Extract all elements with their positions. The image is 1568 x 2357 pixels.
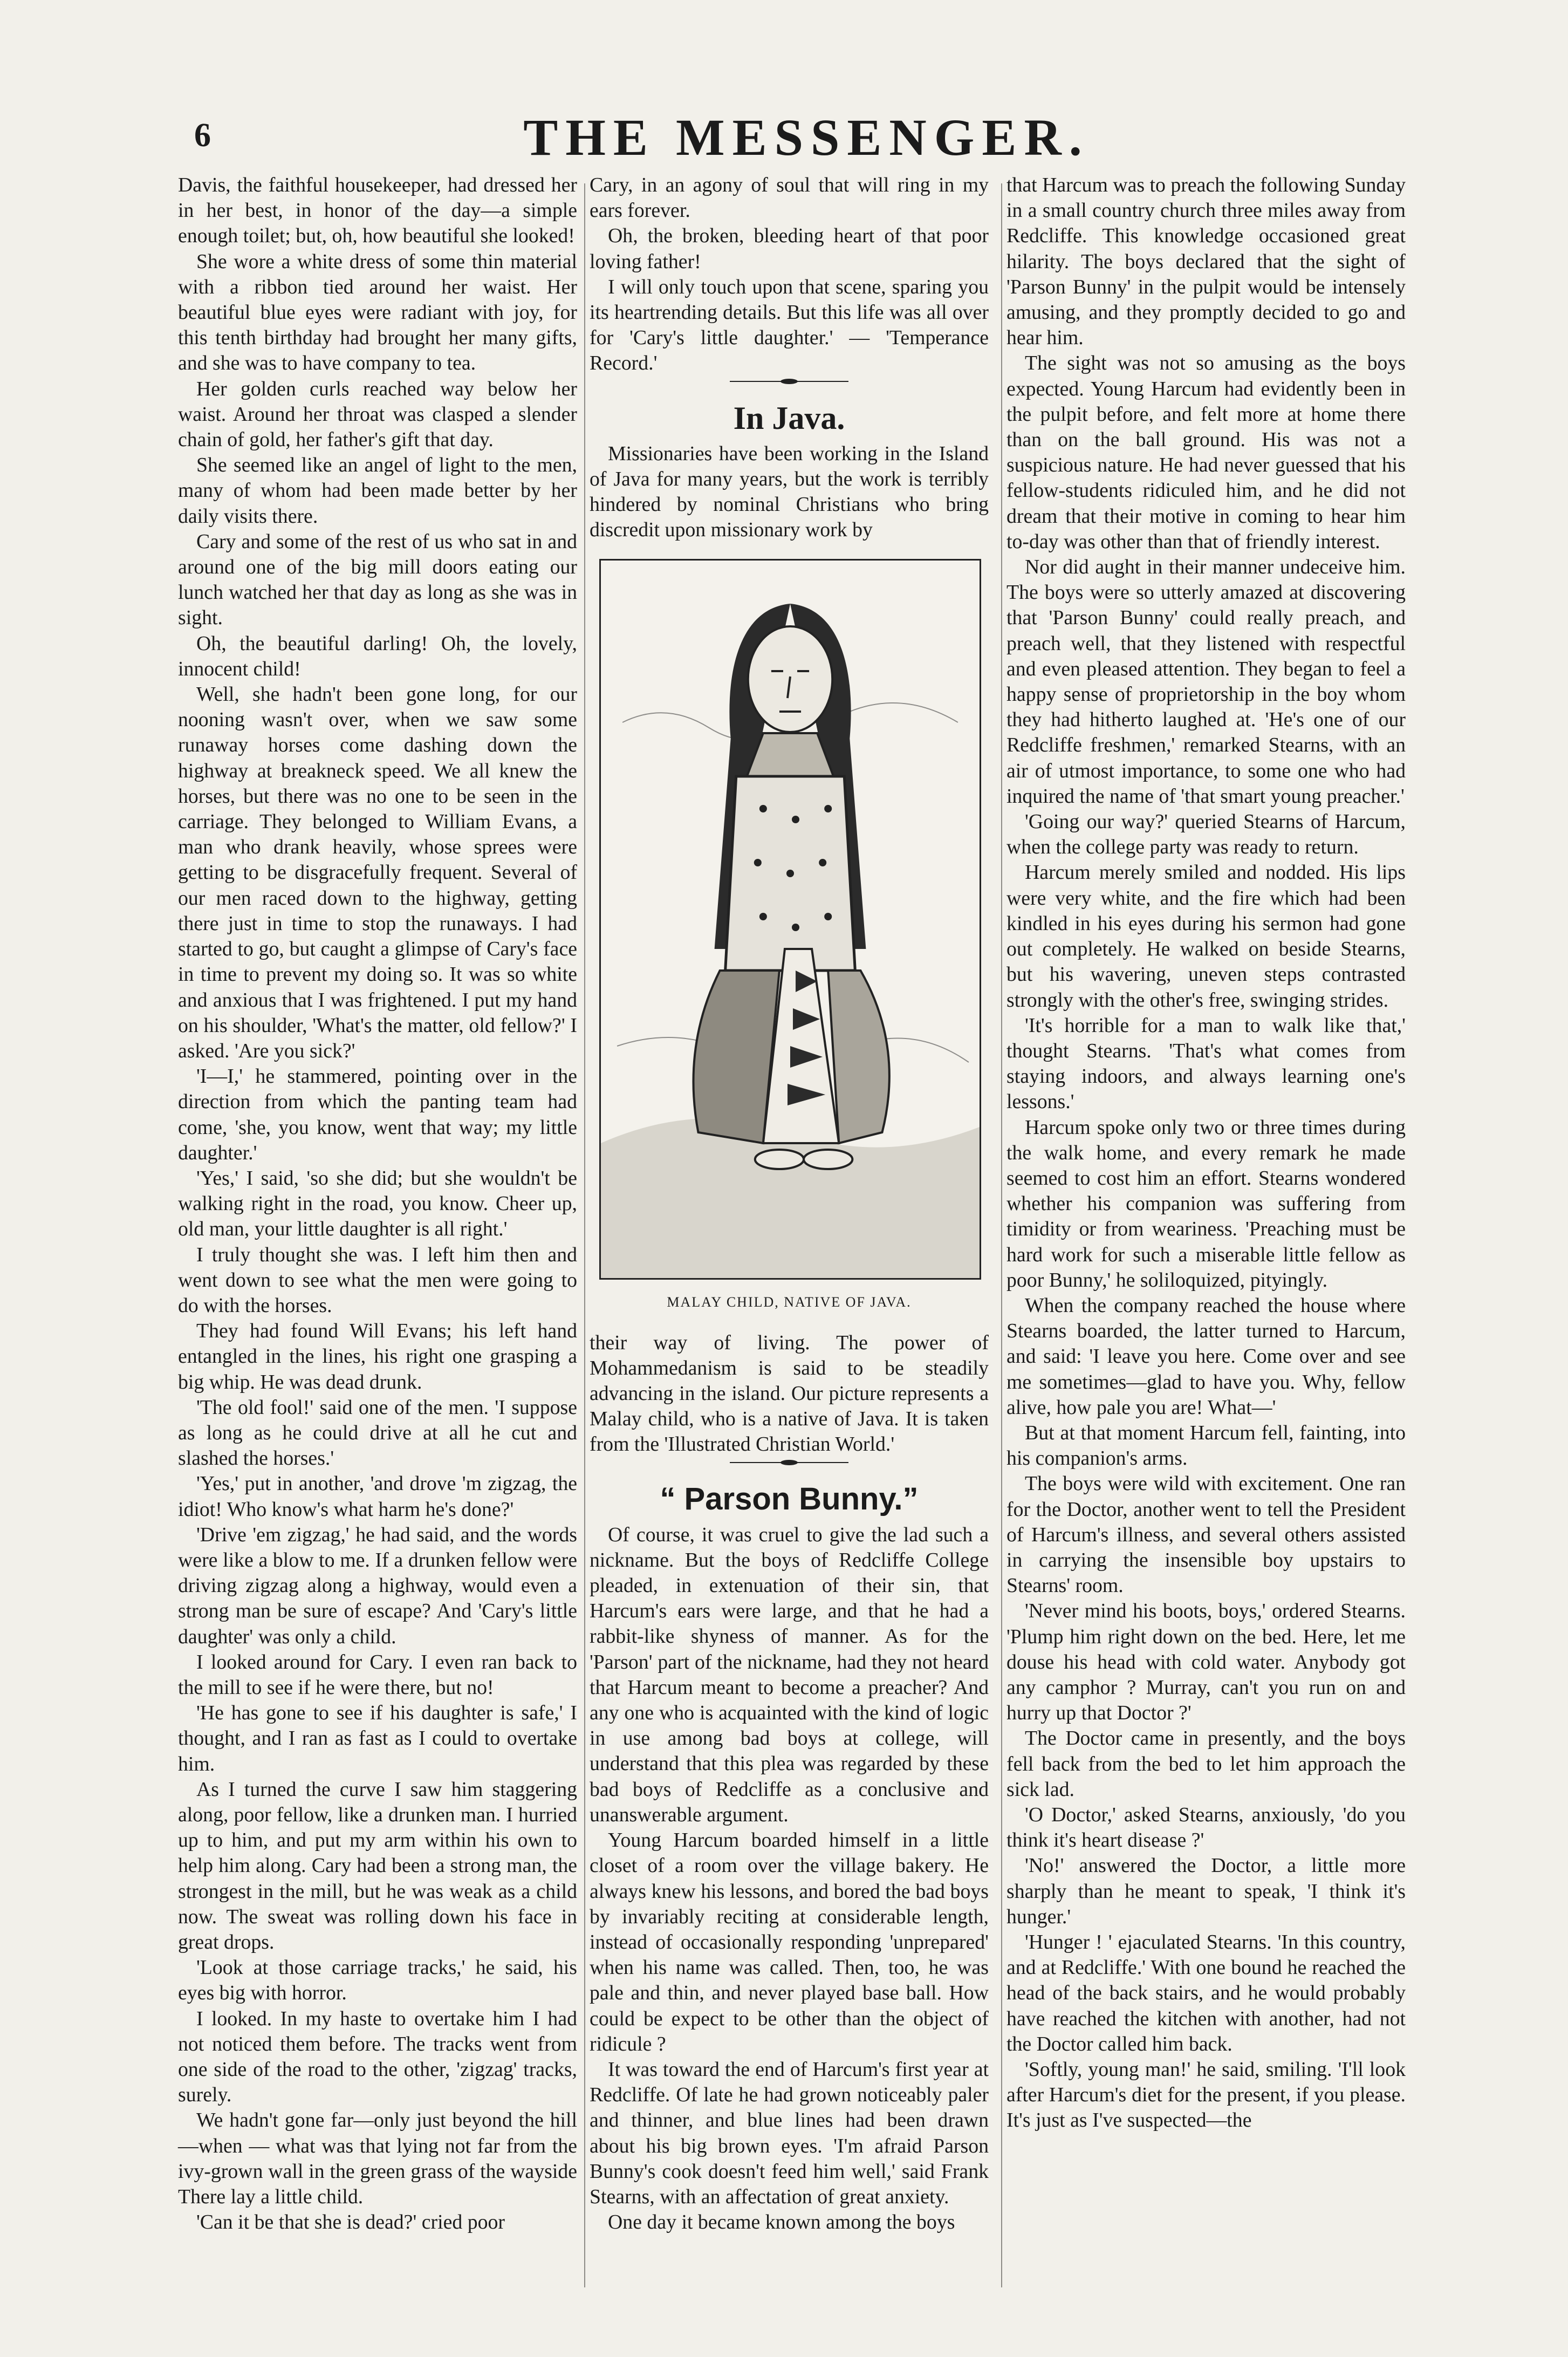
paragraph: 'He has gone to see if his daughter is safe,' I thought, and I ran as fast as I could to overtake him. [178,1702,577,1775]
paragraph: 'Going our way?' queried Stearns of Harcum, when the college party was ready to return. [1006,810,1406,859]
paragraph: 'Look at those carriage tracks,' he said, his eyes big with horror. [178,1956,577,2005]
paragraph: We hadn't gone far—only just beyond the hill—when — what was that lying not far from the ivy-grown wall in the green grass of the wayside There lay a little child. [178,2109,577,2209]
paragraph: Cary, in an agony of soul that will ring in my ears forever. [590,174,989,222]
paragraph: It was toward the end of Harcum's first year at Redcliffe. Of late he had grown noticeably paler and thinner, and blue lines had been drawn about his big brown eyes. 'I'm afraid Parson Bunny's cook doesn't feed him well,' said Frank Stearns, with an affectation of great anxiety. [590,2058,989,2208]
page-header [178,108,1435,167]
paragraph: I truly thought she was. I left him then and went down to see what the men were going to do with the horses. [178,1243,577,1317]
page-number: 6 [194,117,211,154]
paragraph: Well, she hadn't been gone long, for our nooning wasn't over, when we saw some runaway horses come dashing down the highway at breakneck speed. We all knew the horses, but there was no one to be seen in the carriage. They belonged to William Evans, a man who drank heavily, whose sprees were getting to be disgracefully frequent. Several of our men raced down to the highway, getting there just in time to stop the runaways. I had started to go, but caught a glimpse of Cary's face in time to prevent my doing so. It was so white and anxious that I was frightened. I put my hand on his shoulder, 'What's the matter, old fellow?' I asked. 'Are you sick?' [178,683,577,1062]
parson-bunny-title: “ Parson Bunny.” [660,1481,919,1516]
paragraph: She seemed like an angel of light to the men, many of whom had been made better by her daily visits there. [178,454,577,528]
paragraph: She wore a white dress of some thin material with a ribbon tied around her waist. Her beautiful blue eyes were radiant with joy, for this tenth birthday had brought her many gifts, and she was to have company to tea. [178,250,577,375]
paragraph: 'It's horrible for a man to walk like that,' thought Stearns. 'That's what comes from staying indoors, and always learning one's lessons.' [1006,1014,1406,1113]
paragraph: Her golden curls reached way below her waist. Around her throat was clasped a slender chain of gold, her father's gift that day. [178,377,577,452]
paragraph: 'The old fool!' said one of the men. 'I suppose as long as he could drive at all he cut and slashed the horses.' [178,1396,577,1470]
paragraph: When the company reached the house where Stearns boarded, the latter turned to Harcum, and said: 'I leave you here. Come over and see me sometimes—glad to have you. Why, fellow alive, how pale you are! What—' [1006,1294,1406,1419]
column-3 [1006,173,1406,2134]
paragraph: As I turned the curve I saw him staggering along, poor fellow, like a drunken man. I hurried up to him, and put my arm within his own to help him along. Cary had been a strong man, the strongest in the mill, but he was weak as a child now. The sweat was rolling down his face in great drops. [178,1778,577,1954]
paragraph: Harcum merely smiled and nodded. His lips were very white, and the fire which had been kindled in his eyes during his sermon had gone out completely. He walked on beside Stearns, but his wavering, uneven steps contrasted strongly with the other's free, swinging strides. [1006,861,1406,1012]
paragraph: Harcum spoke only two or three times during the walk home, and every remark he made seemed to cost him an effort. Stearns wondered whether his companion was suffering from timidity or from weariness. 'Preaching must be hard work for such a miserable little fellow as poor Bunny,' he soliloquized, pityingly. [1006,1116,1406,1292]
paragraph: 'No!' answered the Doctor, a little more sharply than he meant to speak, 'I think it's hunger.' [1006,1854,1406,1928]
paragraph: 'I—I,' he stammered, pointing over in the direction from which the panting team had come, 'she, you know, went that way; my little daughter.' [178,1065,577,1164]
paragraph: that Harcum was to preach the following Sunday in a small country church three miles away from Redcliffe. This knowledge occasioned great hilarity. The boys declared that the sight of 'Parson Bunny' in the pulpit would be intensely amusing, and they promptly decided to go and hear him. [1006,174,1406,350]
paragraph: Nor did aught in their manner undeceive him. The boys were so utterly amazed at discovering that 'Parson Bunny' could really preach, and preach well, that they listened with respectful and even pleased attention. They began to feel a happy sense of proprietorship in the boy whom they had hitherto laughed at. 'He's one of our Redcliffe freshmen,' remarked Stearns, with an air of utmost importance, to some one who had inquired the name of 'that smart young preacher.' [1006,556,1406,808]
paragraph: Cary and some of the rest of us who sat in and around one of the big mill doors eating our lunch watched her that day as long as she was in sight. [178,530,577,630]
masthead-title: THE MESSENGER. [523,108,1090,166]
paragraph: The boys were wild with excitement. One ran for the Doctor, another went to tell the President of Harcum's illness, and several others assisted in carrying the insensible boy upstairs to Stearns' room. [1006,1472,1406,1597]
paragraph: 'Yes,' I said, 'so she did; but she wouldn't be walking right in the road, you know. Cheer up, old man, your little daughter is all right.' [178,1166,577,1241]
paragraph: Oh, the broken, bleeding heart of that poor loving father! [590,224,989,273]
paragraph: their way of living. The power of Mohammedanism is said to be steadily advancing in the island. Our picture represents a Malay child, who is a native of Java. It is taken from the 'Illustrated Christian World.' [590,1331,989,1456]
paragraph: Young Harcum boarded himself in a little closet of a room over the village bakery. He always knew his lessons, and bored the bad boys by invariably reciting at considerable length, instead of occasionally responding 'unprepared' when his name was called. Then, too, he was pale and thin, and never played base ball. How could be expect to be other than the object of ridicule ? [590,1829,989,2055]
paragraph: The Doctor came in presently, and the boys fell back from the bed to let him approach the sick lad. [1006,1727,1406,1801]
paragraph: I looked around for Cary. I even ran back to the mill to see if he were there, but no! [178,1650,577,1699]
paragraph: 'Softly, young man!' he said, smiling. 'I'll look after Harcum's diet for the present, if you please. It's just as I've suspected—the [1006,2058,1406,2132]
paragraph: 'Drive 'em zigzag,' he had said, and the words were like a blow to me. If a drunken fellow were driving zigzag along a highway, would even a strong man be sure of escape? And 'Cary's little daughter' was only a child. [178,1523,577,1648]
column-1 [178,173,577,2235]
paragraph: Davis, the faithful housekeeper, had dressed her in her best, in honor of the day—a simple enough toilet; but, oh, how beautiful she looked! [178,174,577,248]
section-rule [730,1460,848,1465]
paragraph: Of course, it was cruel to give the lad such a nickname. But the boys of Redcliffe College pleaded, in extenuation of their sin, that Harcum's ears were large, and that he had a rabbit-like shyness of manner. As for the 'Parson' part of the nickname, had they not heard that Harcum meant to become a preacher? And any one who is acquainted with the kind of logic in use among bad boys at college, will understand that this plea was regarded by these bad boys of Redcliffe as a conclusive and unanswerable argument. [590,1523,989,1826]
paragraph: 'Hunger ! ' ejaculated Stearns. 'In this country, and at Redcliffe.' With one bound he reached the head of the back stairs, and he would probably have reached the kitchen with another, had not the Doctor called him back. [1006,1931,1406,2055]
paragraph: They had found Will Evans; his left hand entangled in the lines, his right one grasping a big whip. He was dead drunk. [178,1320,577,1393]
malay-child-illustration [599,559,981,1280]
paragraph: Oh, the beautiful darling! Oh, the lovely, innocent child! [178,632,577,680]
paragraph: The sight was not so amusing as the boys expected. Young Harcum had evidently been in the pulpit before, and felt more at home there than on the ball ground. His was not a suspicious nature. He had never guessed that his fellow-students ridiculed him, and he did not dream that their motive in coming to hear him to-day was other than that of friendly interest. [1006,352,1406,553]
paragraph: 'O Doctor,' asked Stearns, anxiously, 'do you think it's heart disease ?' [1006,1803,1406,1852]
column-divider [1001,183,1002,2287]
paragraph: 'Yes,' put in another, 'and drove 'm zigzag, the idiot! Who know's what harm he's done?' [178,1472,577,1521]
in-java-title: In Java. [733,400,845,436]
paragraph: 'Never mind his boots, boys,' ordered Stearns. 'Plump him right down on the bed. Here, let me douse his head with cold water. Anybody got any camphor ? Murray, can't you run on and hurry up that Doctor ?' [1006,1600,1406,1725]
paragraph: I will only touch upon that scene, sparing you its heartrending details. But this life was all over for 'Cary's little daughter.' — 'Temperance Record.' [590,275,989,375]
paragraph: 'Can it be that she is dead?' cried poor [196,2211,505,2234]
paragraph: One day it became known among the boys [608,2211,955,2234]
paragraph: I looked. In my haste to overtake him I had not noticed them before. The tracks went from one side of the road to the other, 'zigzag' tracks, surely. [178,2007,577,2107]
engraving-icon [601,561,980,1278]
column-divider [584,183,585,2287]
figure-caption: MALAY CHILD, NATIVE OF JAVA. [667,1294,912,1310]
section-rule [730,379,848,384]
column-2 [590,173,989,2235]
paragraph: But at that moment Harcum fell, fainting, into his companion's arms. [1006,1421,1406,1470]
paragraph: Missionaries have been working in the Island of Java for many years, but the work is terribly hindered by nominal Christians who bring discredit upon missionary work by [590,442,989,542]
